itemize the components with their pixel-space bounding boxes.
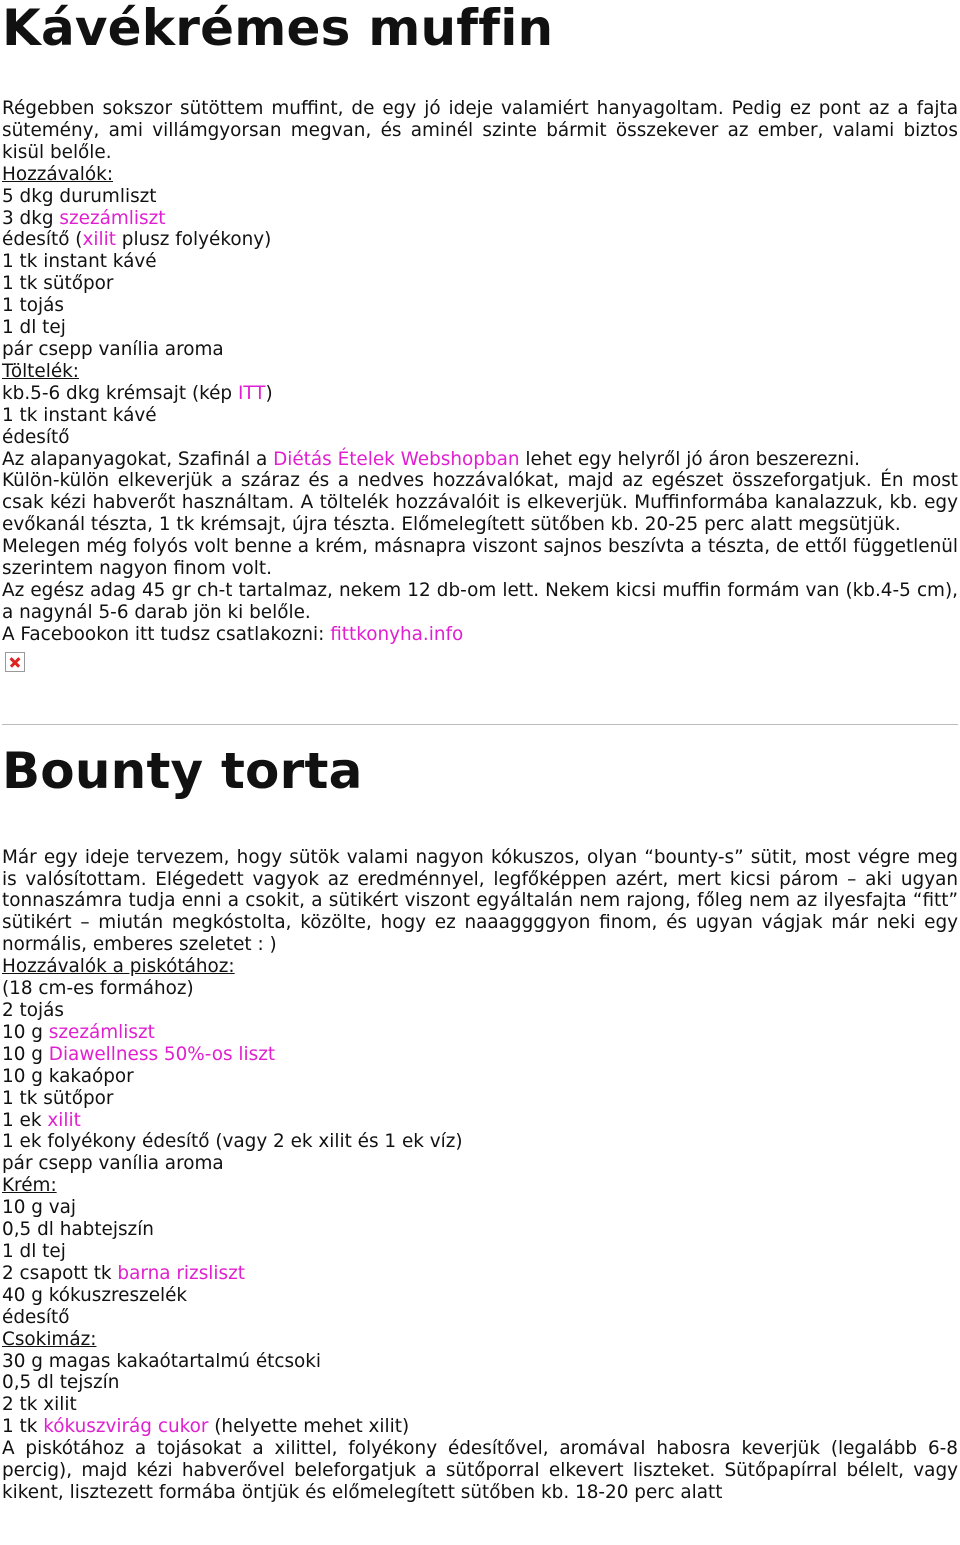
ingredient-line: 1 tojás <box>2 295 64 317</box>
recipe1-filling-heading: Töltelék: <box>2 360 79 382</box>
ingredient-text: édesítő ( <box>2 229 83 251</box>
sponge-line: 2 tojás <box>2 1000 64 1021</box>
glaze-text: (helyette mehet xilit) <box>208 1416 410 1438</box>
link-itt[interactable]: ITT <box>237 382 266 404</box>
recipe-title-bounty-torta: Bounty torta <box>2 741 363 800</box>
link-dietas-etelek-webshop[interactable]: Diétás Ételek Webshopban <box>273 448 520 470</box>
sponge-text: 1 ek <box>2 1109 48 1131</box>
facebook-note <box>2 624 958 646</box>
link-xilit[interactable]: xilit <box>82 229 116 251</box>
facebook-text: A Facebookon itt tudsz csatlakozni: <box>2 623 331 645</box>
sponge-line: pár csepp vanília aroma <box>2 1153 224 1175</box>
recipe1-note: Melegen még folyós volt benne a krém, másnapra viszont sajnos beszívta a tészta, de ettől függetlenül szerintem nagyon finom volt. <box>2 536 958 580</box>
ingredient-text: 3 dkg <box>2 207 60 229</box>
recipe1-note: Az egész adag 45 gr ch-t tartalmaz, nekem 12 db-om lett. Nekem kicsi muffin formám van (kb.4-5 cm), a nagynál 5-6 darab jön ki belőle. <box>2 579 958 623</box>
link-szezamliszt[interactable]: szezámliszt <box>48 1021 155 1043</box>
glaze-line: 30 g magas kakaótartalmú étcsoki <box>2 1350 322 1372</box>
sponge-line: (18 cm-es formához) <box>2 978 194 1000</box>
cream-line: 0,5 dl habtejszín <box>2 1219 154 1241</box>
sponge-text: 10 g <box>2 1043 49 1065</box>
ingredient-line: 1 tk instant kávé <box>2 251 157 273</box>
broken-image-row <box>2 646 958 674</box>
sponge-line: 10 g kakaópor <box>2 1065 134 1087</box>
ingredient-line: 5 dkg durumliszt <box>2 185 157 207</box>
link-fittkonyha[interactable]: fittkonyha.info <box>330 623 464 645</box>
ingredient-line: 1 tk sütőpor <box>2 273 114 295</box>
shop-text: lehet egy helyről jó áron beszerezni. <box>519 448 860 470</box>
cream-line: édesítő <box>2 1306 70 1328</box>
shop-note <box>2 449 958 471</box>
ingredient-line: pár csepp vanília aroma <box>2 338 224 360</box>
glaze-line: 2 tk xilit <box>2 1394 77 1416</box>
link-kokuszvirag-cukor[interactable]: kókuszvirág cukor <box>43 1416 209 1438</box>
filling-line: édesítő <box>2 426 70 448</box>
broken-image-icon <box>5 652 25 672</box>
glaze-line <box>2 1416 958 1438</box>
recipe2-glaze-heading: Csokimáz: <box>2 1328 97 1350</box>
cream-text: 2 csapott tk <box>2 1262 118 1284</box>
sponge-line: 1 ek folyékony édesítő (vagy 2 ek xilit és 1 ek víz) <box>2 1131 463 1153</box>
sponge-text: 10 g <box>2 1021 49 1043</box>
link-szezamliszt[interactable]: szezámliszt <box>59 207 166 229</box>
recipe2-intro: Már egy ideje tervezem, hogy sütök valami nagyon kókuszos, olyan “bounty-s” sütit, most végre meg is valósítottam. Elégedett vagyok az eredménnyel, legfőképpen azért, mert kicsi párom – aki ugyan tonnaszámra tudja enni a csokit, a sütikért viszont egyáltalán nem rajong, főleg nem az ilyesfajta “fitt” sütikért – miután megkóstolta, közölte, hogy ez naaaggggyon finom, és ugyan vágjak már neki egy normális, emberes szeletet : ) <box>2 846 958 956</box>
sponge-line <box>2 1110 958 1132</box>
cream-line: 1 dl tej <box>2 1240 66 1262</box>
recipe2-method: A piskótához a tojásokat a xilittel, folyékony édesítővel, aromával habosra keverjük (legalább 6-8 percig), majd kézi habverővel beleforgatjuk a sütőporral elkevert liszteket. Sütőpapírral bélelt, vagy kikent, lisztezett formába öntjük és előmelegített sütőben kb. 18-20 perc alatt <box>2 1438 958 1503</box>
link-xilit[interactable]: xilit <box>47 1109 81 1131</box>
sponge-line <box>2 1022 958 1044</box>
recipe1-method: Külön-külön elkeverjük a száraz és a nedves hozzávalókat, majd az egészet összeforgatjuk. Én most csak kézi habverőt használtam. A töltelék hozzávalóit is elkeverjük. Muffinformába kanalazzuk, kb. egy evőkanál tészta, 1 tk krémsajt, újra tészta. Előmelegített sütőben kb. 20-25 perc alatt megsütjük. <box>2 470 958 536</box>
ingredient-text: plusz folyékony) <box>115 229 272 251</box>
ingredient-line <box>2 208 958 230</box>
filling-text: kb.5-6 dkg krémsajt (kép <box>2 382 238 404</box>
filling-line: 1 tk instant kávé <box>2 404 157 426</box>
ingredient-line: 1 dl tej <box>2 317 66 339</box>
filling-text: ) <box>265 382 273 404</box>
link-diawellness-liszt[interactable]: Diawellness 50%-os liszt <box>48 1043 276 1065</box>
ingredient-line <box>2 229 958 251</box>
cream-line <box>2 1263 958 1285</box>
shop-text: Az alapanyagokat, Szafinál a <box>2 448 274 470</box>
cream-line: 40 g kókuszreszelék <box>2 1284 188 1306</box>
cream-line: 10 g vaj <box>2 1197 77 1219</box>
recipe2-cream-heading: Krém: <box>2 1175 57 1197</box>
recipe1-intro: Régebben sokszor sütöttem muffint, de egy jó ideje valamiért hanyagoltam. Pedig ez pont az a fajta sütemény, ami villámgyorsan megvan, és aminél szinte bármit összekever az ember, valami biztos kisül belőle. <box>2 98 958 163</box>
filling-line <box>2 383 958 405</box>
recipe1-ingredients-heading: Hozzávalók: <box>2 163 114 185</box>
sponge-line: 1 tk sütőpor <box>2 1087 114 1109</box>
recipe-title-kavekremes-muffin: Kávékrémes muffin <box>2 0 554 57</box>
glaze-line: 0,5 dl tejszín <box>2 1372 120 1394</box>
sponge-line <box>2 1044 958 1066</box>
glaze-text: 1 tk <box>2 1416 44 1438</box>
recipe2-sponge-heading: Hozzávalók a piskótához: <box>2 956 235 978</box>
link-barna-rizsliszt[interactable]: barna rizsliszt <box>117 1262 245 1284</box>
